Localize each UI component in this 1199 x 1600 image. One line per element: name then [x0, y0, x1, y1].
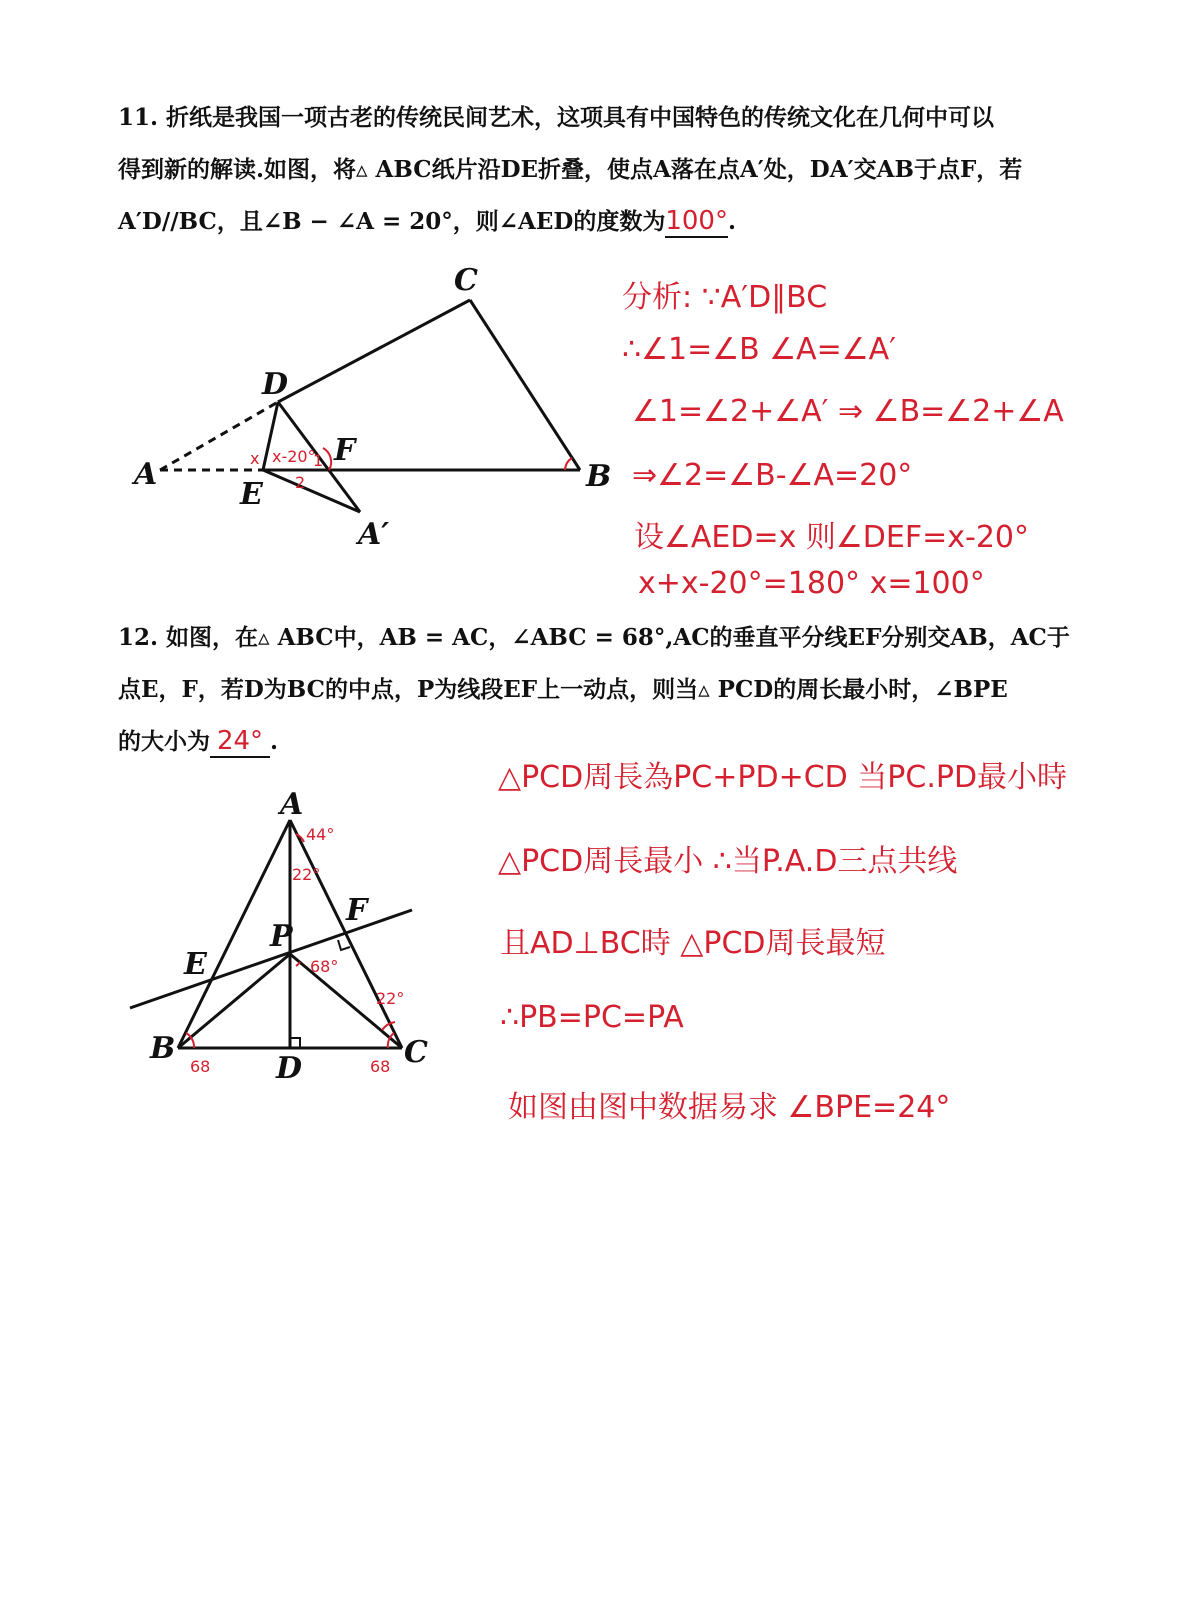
- q12-line-1: 12. 如图，在▵ ABC中，AB = AC，∠ABC = 68°,AC的垂直平分线EF分别交AB，AC于: [118, 624, 1070, 651]
- q11-label-B: B: [586, 459, 612, 494]
- q11-end: .: [727, 208, 736, 235]
- q11-label-F: F: [334, 433, 356, 468]
- q11-angle-B-arc: [565, 458, 572, 470]
- q11-line-1: 11. 折纸是我国一项古老的传统民间艺术，这项具有中国特色的传统文化在几何中可以: [118, 104, 995, 131]
- q12-note-4: ∴PB=PC=PA: [500, 1000, 684, 1035]
- q11-note-4: ⇒∠2=∠B-∠A=20°: [632, 458, 913, 493]
- q11-line-2: 得到新的解读.如图，将▵ ABC纸片沿DE折叠，使点A落在点A′处，DA′交AB于点F，若: [118, 156, 1023, 183]
- question-12: [118, 612, 1078, 768]
- q12-answer-blank: 24°: [210, 726, 270, 758]
- q11-mark-x-20: x-20°: [272, 447, 316, 466]
- q11-line-3: [118, 196, 1078, 248]
- q12-label-D: D: [276, 1051, 303, 1086]
- q12-note-1: △PCD周長為PC+PD+CD 当PC.PD最小時: [498, 760, 1068, 795]
- q12-label-P: P: [270, 919, 293, 954]
- q12-mark-44: 44°: [306, 825, 335, 844]
- q12-mark-68-p: 68°: [310, 957, 339, 976]
- q12-label-E: E: [184, 947, 207, 982]
- q12-mark-22-top: 22°: [292, 865, 321, 884]
- q11-note-6: x+x-20°=180° x=100°: [638, 566, 985, 601]
- q11-note-1: 分析: ∵A′D∥BC: [622, 280, 828, 315]
- q12-note-5: 如图由图中数据易求 ∠BPE=24°: [508, 1090, 951, 1125]
- q12-mark-68-c: 68: [370, 1057, 391, 1076]
- q12-mark-68-b: 68: [190, 1057, 211, 1076]
- q11-note-3: ∠1=∠2+∠A′ ⇒ ∠B=∠2+∠A: [632, 394, 1064, 429]
- q12-label-F: F: [346, 893, 368, 928]
- q11-line-3-text: A′D//BC，且∠B − ∠A = 20°，则∠AED的度数为: [118, 208, 666, 235]
- q11-label-C: C: [454, 263, 478, 298]
- q11-figure: [120, 260, 640, 560]
- q11-answer-blank: 100°: [665, 206, 728, 236]
- q11-label-A: A: [134, 457, 158, 492]
- q11-seg-DC: [278, 300, 470, 402]
- q12-note-2: △PCD周長最小 ∴当P.A.D三点共线: [498, 844, 958, 879]
- q11-mark-2: 2: [295, 473, 306, 492]
- question-11: [118, 92, 1078, 248]
- q11-label-A-prime: A′: [358, 517, 390, 552]
- q12-note-3: 且AD⊥BC時 △PCD周長最短: [500, 926, 886, 961]
- q11-mark-1: 1: [313, 451, 324, 470]
- q11-label-D: D: [262, 367, 289, 402]
- q12-label-A: A: [280, 787, 304, 822]
- q12-line-2: 点E，F，若D为BC的中点，P为线段EF上一动点，则当▵ PCD的周长最小时，∠BPE: [118, 676, 1008, 703]
- q11-note-2: ∴∠1=∠B ∠A=∠A′: [622, 332, 896, 367]
- q11-mark-x: x: [250, 449, 260, 468]
- q11-label-E: E: [240, 477, 263, 512]
- q12-end: .: [270, 728, 279, 755]
- q12-mark-22-c: 22°: [376, 989, 405, 1008]
- q12-figure: [120, 787, 480, 1090]
- q12-label-C: C: [404, 1035, 428, 1070]
- q11-note-5: 设∠AED=x 则∠DEF=x-20°: [634, 520, 1029, 555]
- q12-line-3-text: 的大小为: [118, 728, 210, 755]
- q12-label-B: B: [150, 1031, 176, 1066]
- q11-seg-AD: [160, 402, 278, 470]
- q11-seg-CB: [470, 300, 580, 470]
